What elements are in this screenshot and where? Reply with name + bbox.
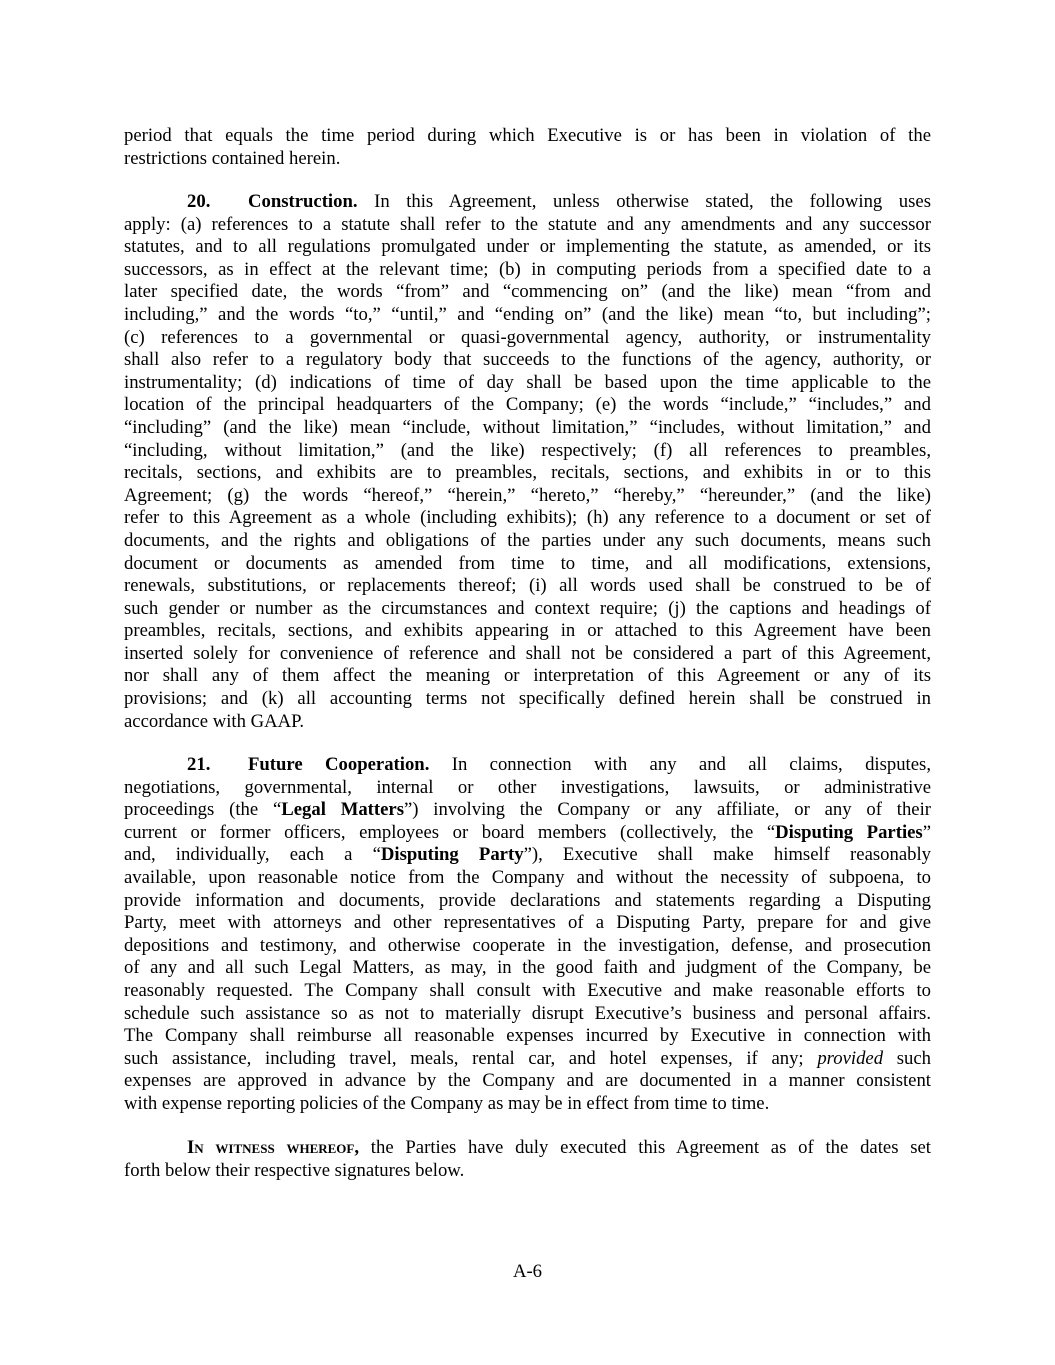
text-line	[124, 1137, 931, 1160]
text-run: The Company shall reimburse all reasonable expenses incurred by Executive in connection with	[124, 1025, 931, 1047]
text-run: statutes, and to all regulations promulgated under or implementing the statute, as amended, or its	[124, 236, 931, 258]
text-line	[124, 844, 931, 867]
text-run: forth below their respective signatures below.	[124, 1159, 465, 1181]
text-run: Party, meet with attorneys and other representatives of a Disputing Party, prepare for and give	[124, 912, 931, 934]
text-line	[124, 1048, 931, 1071]
text-run: shall also refer to a regulatory body that succeeds to the functions of the agency, authority, or	[124, 349, 931, 371]
text-run: the Parties have duly executed this Agreement as of the dates set	[359, 1137, 931, 1158]
text-line	[124, 980, 931, 1003]
text-run: period that equals the time period during which Executive is or has been in violation of the	[124, 125, 931, 146]
bold-term: Legal Matters	[281, 799, 404, 821]
text-run: preambles, recitals, sections, and exhibits appearing in or attached to this Agreement have been	[124, 620, 931, 642]
text-line	[124, 1025, 931, 1048]
text-run: such	[883, 1047, 931, 1069]
text-run: later specified date, the words “from” and “commencing on” (and the like) mean “from and	[124, 281, 931, 303]
text-run: proceedings (the “	[124, 799, 282, 821]
section-number: 21.	[187, 754, 211, 775]
text-line	[124, 957, 931, 980]
text-line	[124, 711, 931, 734]
text-line	[124, 440, 931, 463]
text-line	[124, 799, 931, 822]
text-line	[124, 665, 931, 688]
text-run: ”), Executive shall make himself reasonably	[523, 844, 932, 866]
text-run: provide information and documents, provide declarations and statements regarding a Disputing	[124, 889, 931, 911]
text-line	[124, 530, 931, 553]
text-run: recitals, sections, and exhibits are to preambles, recitals, sections, and exhibits in or to this	[124, 462, 931, 484]
text-run: (c) references to a governmental or quasi-governmental agency, authority, or instrumentality	[124, 326, 931, 348]
text-run: provisions; and (k) all accounting terms not specifically defined herein shall be construed in	[124, 688, 931, 710]
bold-term: Construction.	[248, 191, 358, 212]
text-run: “including, without limitation,” (and the like) respectively; (f) all references to preambles,	[124, 439, 931, 461]
text-line	[124, 507, 931, 530]
text-run: such assistance, including travel, meals, rental car, and hotel expenses, if any;	[124, 1047, 818, 1069]
bold-term: Disputing Party	[380, 844, 524, 866]
text-run: expenses are approved in advance by the Company and are documented in a manner consistent	[124, 1070, 931, 1092]
text-line	[124, 822, 931, 845]
text-run: such gender or number as the circumstances and context require; (j) the captions and headings of	[124, 597, 931, 619]
text-run: available, upon reasonable notice from the Company and without the necessity of subpoena, to	[124, 866, 931, 888]
text-run: and, individually, each a “	[124, 844, 381, 866]
text-run: renewals, substitutions, or replacements thereof; (i) all words used shall be construed to be of	[124, 575, 931, 597]
text-run: In this Agreement, unless otherwise stated, the following uses	[357, 191, 931, 212]
witness-clause	[124, 1137, 931, 1182]
text-line	[124, 867, 931, 890]
text-line	[124, 688, 931, 711]
text-run: inserted solely for convenience of reference and shall not be considered a part of this Agreement,	[124, 642, 931, 664]
text-line	[124, 236, 931, 259]
text-run: with expense reporting policies of the Company as may be in effect from time to time.	[124, 1092, 770, 1114]
text-run: nor shall any of them affect the meaning or interpretation of this Agreement or any of its	[124, 665, 931, 687]
text-run: refer to this Agreement as a whole (including exhibits); (h) any reference to a document or set of	[124, 507, 931, 529]
text-line	[124, 462, 931, 485]
text-line	[124, 1003, 931, 1026]
text-line	[124, 912, 931, 935]
bold-term: In witness whereof,	[187, 1137, 360, 1158]
text-run: accordance with GAAP.	[124, 710, 305, 732]
text-run: ”	[922, 821, 931, 843]
section-21-future-cooperation	[124, 754, 931, 1116]
text-line	[124, 553, 931, 576]
text-line	[124, 394, 931, 417]
text-run: Agreement; (g) the words “hereof,” “herein,” “hereto,” “hereby,” “hereunder,” (and the like)	[124, 484, 931, 506]
section-number: 20.	[187, 191, 211, 212]
text-line	[124, 620, 931, 643]
text-line	[124, 754, 931, 777]
italic-term: provided	[817, 1047, 884, 1069]
text-run: including,” and the words “to,” “until,” and “ending on” (and the like) mean “to, but including”;	[124, 303, 931, 325]
bold-term: Future Cooperation.	[248, 754, 430, 775]
text-run: schedule such assistance so as not to materially disrupt Executive’s business and personal affairs.	[124, 1002, 931, 1024]
text-line	[124, 575, 931, 598]
bold-term: Disputing Parties	[775, 821, 923, 843]
text-line	[124, 1160, 931, 1183]
section-20-construction	[124, 191, 931, 733]
text-run: reasonably requested. The Company shall consult with Executive and make reasonable efforts to	[124, 979, 931, 1001]
text-run: In connection with any and all claims, disputes,	[429, 754, 931, 775]
text-line	[124, 214, 931, 237]
text-line	[124, 259, 931, 282]
text-line	[124, 417, 931, 440]
text-run: restrictions contained herein.	[124, 147, 341, 169]
text-run: document or documents as amended from time to time, and all modifications, extensions,	[124, 552, 931, 574]
text-line	[124, 372, 931, 395]
text-run: location of the principal headquarters of the Company; (e) the words “include,” “includes,” and	[124, 394, 931, 416]
text-line	[124, 777, 931, 800]
text-run: of any and all such Legal Matters, as may, in the good faith and judgment of the Company, be	[124, 957, 931, 979]
text-line	[124, 327, 931, 350]
text-line	[124, 1070, 931, 1093]
text-run: ”) involving the Company or any affiliate, or any of their	[403, 799, 931, 821]
text-run: instrumentality; (d) indications of time of day shall be based upon the time applicable to the	[124, 371, 931, 393]
text-run: apply: (a) references to a statute shall refer to the statute and any amendments and any successor	[124, 213, 931, 235]
continued-paragraph	[124, 125, 931, 170]
text-line	[124, 148, 931, 171]
text-run: successors, as in effect at the relevant time; (b) in computing periods from a specified date to a	[124, 258, 931, 280]
text-line	[124, 349, 931, 372]
text-run: depositions and testimony, and otherwise cooperate in the investigation, defense, and prosecution	[124, 934, 931, 956]
text-run: current or former officers, employees or board members (collectively, the “	[124, 821, 776, 843]
text-run: documents, and the rights and obligations of the parties under any such documents, means such	[124, 529, 931, 551]
text-line	[124, 281, 931, 304]
text-line	[124, 643, 931, 666]
page-number: A-6	[512, 1261, 543, 1282]
text-line	[124, 191, 931, 214]
text-line	[124, 1093, 931, 1116]
text-line	[124, 125, 931, 148]
text-line	[124, 304, 931, 327]
text-line	[124, 935, 931, 958]
text-line	[124, 598, 931, 621]
text-line	[124, 890, 931, 913]
text-run: negotiations, governmental, internal or other investigations, lawsuits, or administrative	[124, 776, 931, 798]
text-run: “including” (and the like) mean “include, without limitation,” “includes, without limitation,” and	[124, 416, 931, 438]
text-line	[124, 485, 931, 508]
